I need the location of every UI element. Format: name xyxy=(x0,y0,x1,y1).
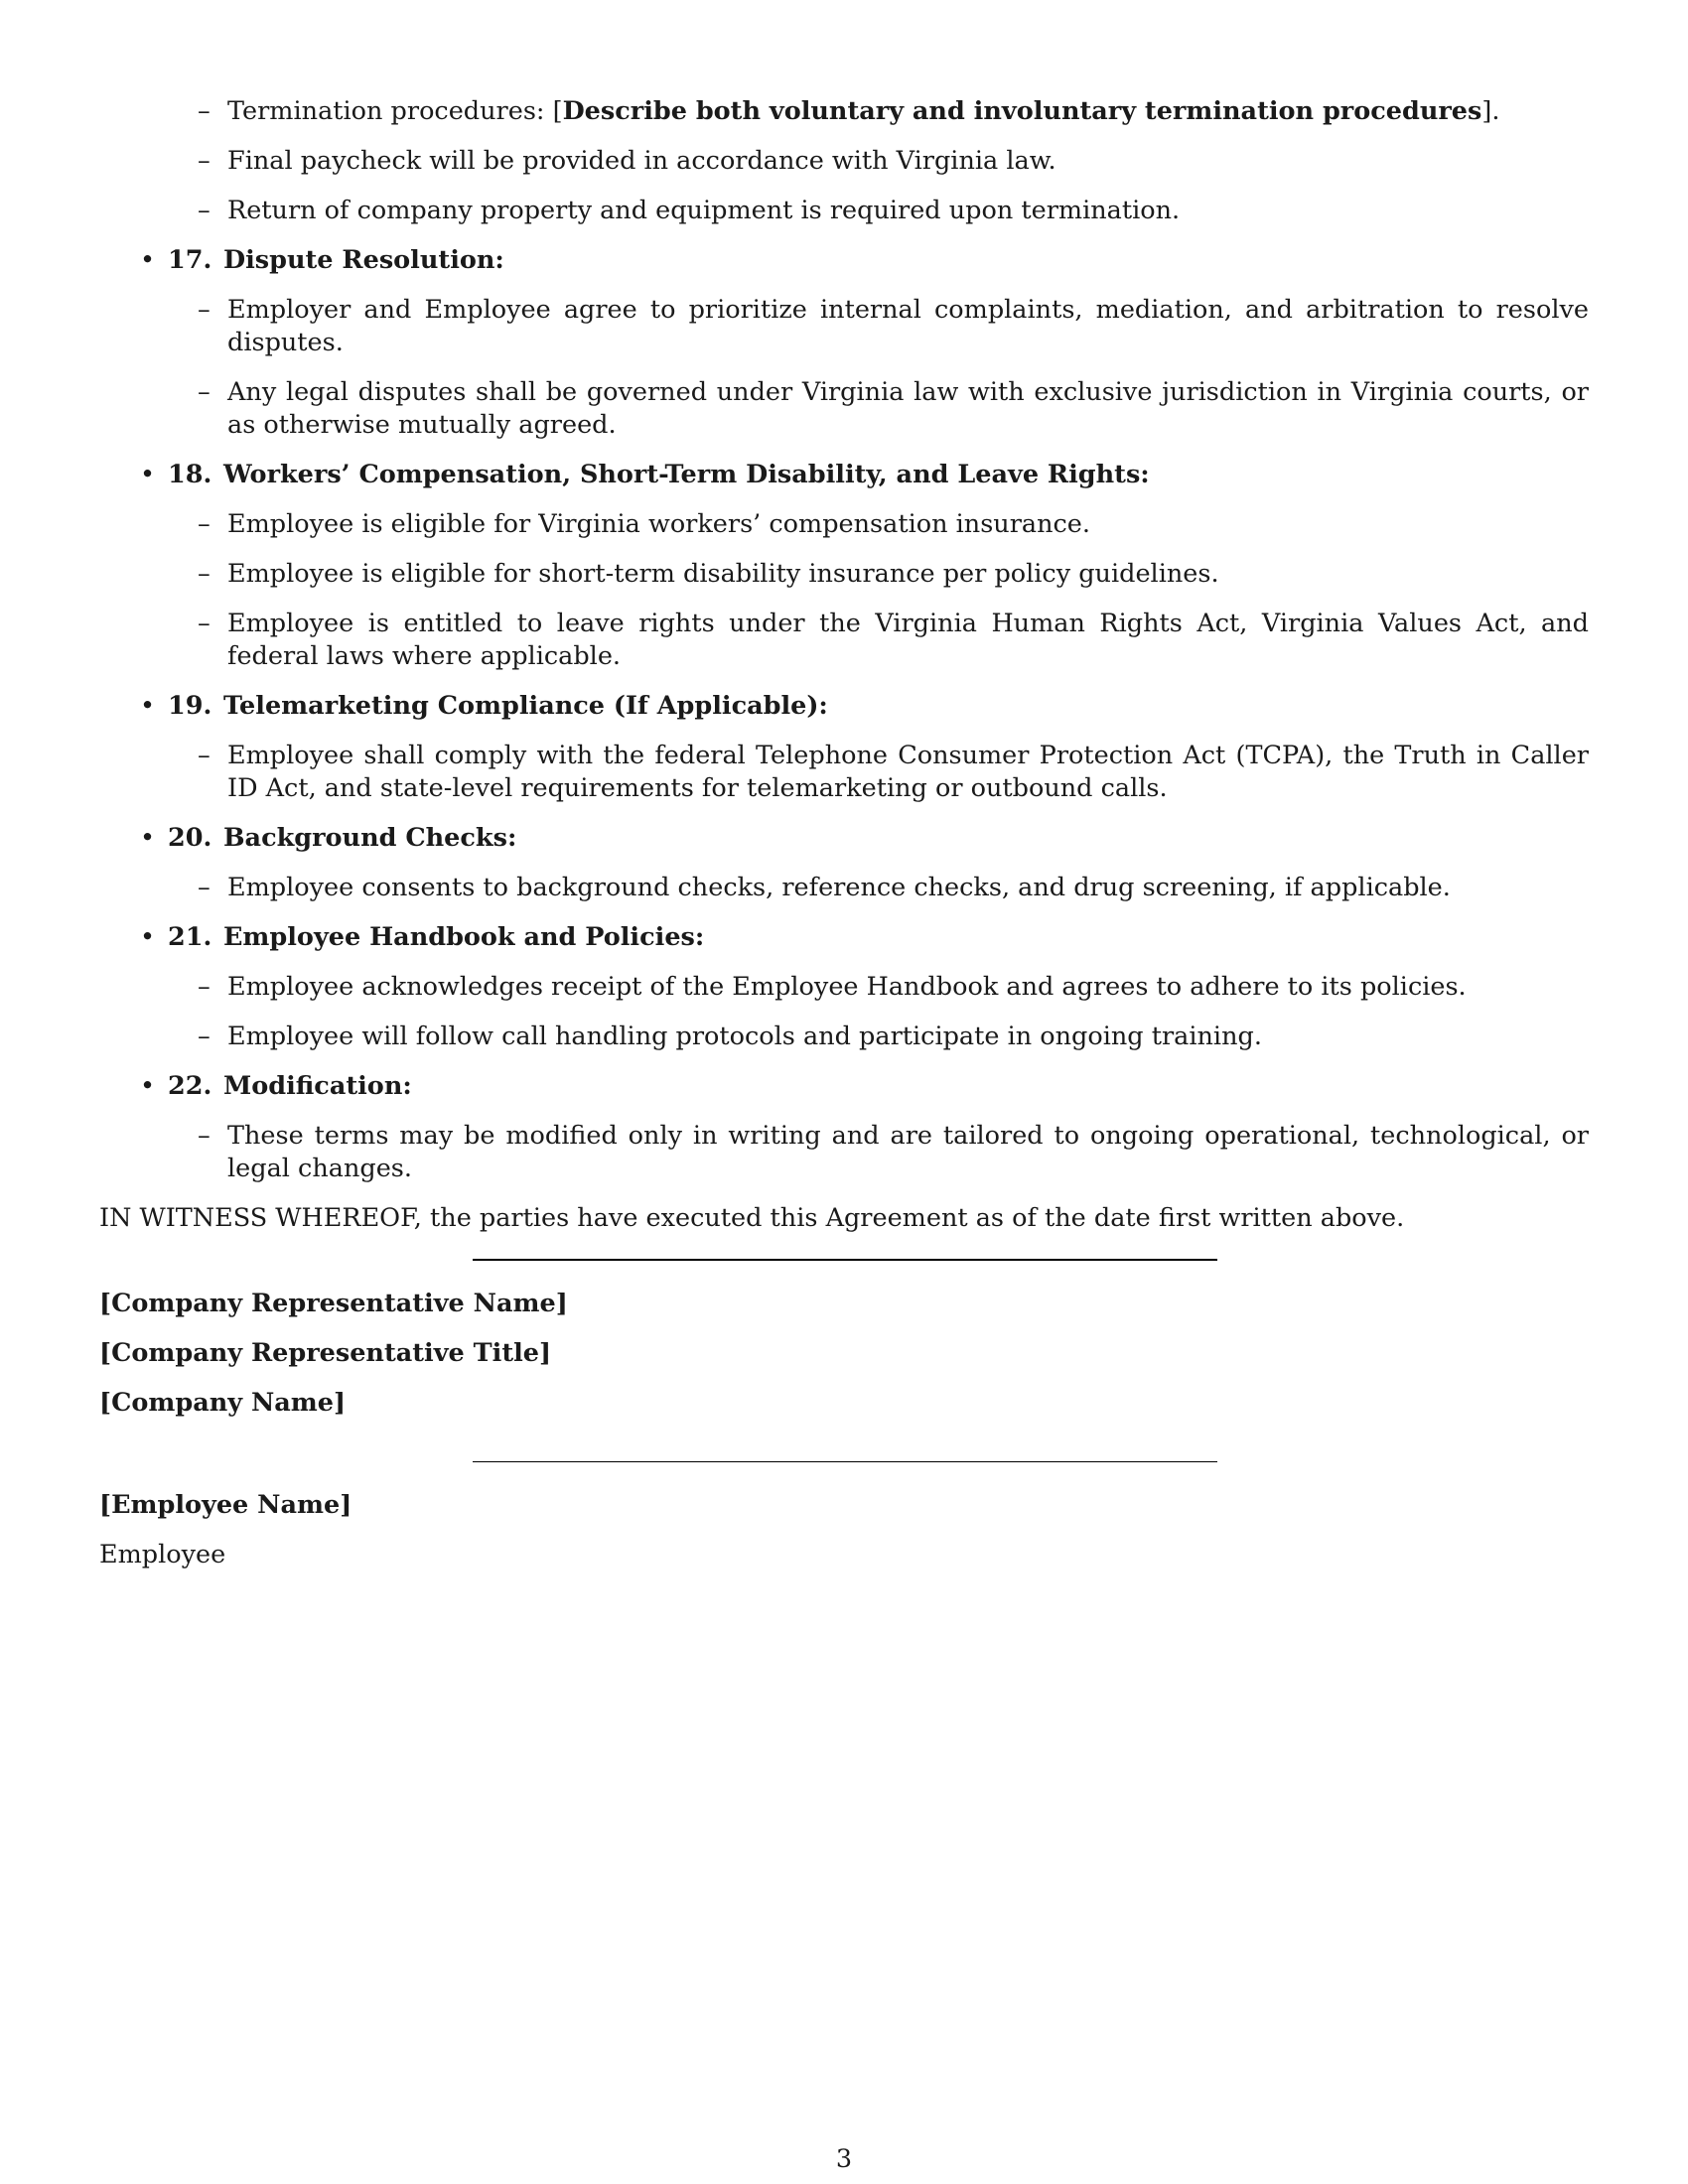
bullet-icon: • xyxy=(140,460,156,489)
dash-icon: – xyxy=(198,609,211,638)
page-number: 3 xyxy=(835,2144,853,2174)
document-body xyxy=(99,95,1589,1588)
clause-item xyxy=(198,971,1589,1004)
section-number: 18. xyxy=(168,460,212,489)
section-number: 21. xyxy=(168,922,212,952)
bullet-icon: • xyxy=(140,1071,156,1101)
clause-text: Employee consents to background checks, reference checks, and drug screening, if applicable. xyxy=(227,873,1451,902)
placeholder-text: Describe both voluntary and involuntary termination procedures xyxy=(562,96,1482,126)
clause-item xyxy=(198,195,1589,227)
clause-item xyxy=(198,376,1589,442)
section-number: 17. xyxy=(168,245,212,275)
section-heading xyxy=(140,459,1589,491)
dash-icon: – xyxy=(198,96,211,126)
clause-text: Employee will follow call handling protocols and participate in ongoing training. xyxy=(227,1022,1262,1051)
clause-text: Employer and Employee agree to prioritize internal complaints, mediation, and arbitration to resolve disputes. xyxy=(227,295,1589,357)
dash-icon: – xyxy=(198,509,211,539)
bullet-icon: • xyxy=(140,922,156,952)
clause-text: Employee is eligible for Virginia workers’ compensation insurance. xyxy=(227,509,1090,539)
section-number: 22. xyxy=(168,1071,212,1101)
section-title: Modification: xyxy=(223,1071,412,1101)
clause-item xyxy=(198,1021,1589,1053)
clause-item xyxy=(198,508,1589,541)
bullet-icon: • xyxy=(140,245,156,275)
clause-item xyxy=(198,872,1589,904)
section-heading xyxy=(140,690,1589,723)
clause-text: Employee is eligible for short-term disability insurance per policy guidelines. xyxy=(227,559,1219,589)
dash-icon: – xyxy=(198,741,211,770)
clause-item xyxy=(198,145,1589,178)
clause-item xyxy=(198,1120,1589,1185)
dash-icon: – xyxy=(198,196,211,225)
clause-item xyxy=(198,608,1589,673)
clause-item xyxy=(198,740,1589,805)
section-heading xyxy=(140,1070,1589,1103)
clause-text: Final paycheck will be provided in accordance with Virginia law. xyxy=(227,146,1056,176)
section-title: Dispute Resolution: xyxy=(223,245,504,275)
dash-icon: – xyxy=(198,873,211,902)
clause-item xyxy=(198,558,1589,591)
clause-item xyxy=(198,294,1589,359)
clause-text: Employee shall comply with the federal Telephone Consumer Protection Act (TCPA), the Truth in Caller ID Act, and state-level requirements for telemarketing or outbound calls. xyxy=(227,741,1589,803)
bullet-icon: • xyxy=(140,691,156,721)
bullet-icon: • xyxy=(140,823,156,853)
company-rep-title: [Company Representative Title] xyxy=(99,1338,552,1368)
section-number: 20. xyxy=(168,823,212,853)
bracket-open: [ xyxy=(552,96,563,126)
section-title: Employee Handbook and Policies: xyxy=(223,922,705,952)
clause-item xyxy=(198,95,1589,128)
dash-icon: – xyxy=(198,1022,211,1051)
company-name: [Company Name] xyxy=(99,1388,347,1418)
clause-punctuation: . xyxy=(1491,96,1500,126)
employee-signature-line xyxy=(473,1461,1217,1462)
dash-icon: – xyxy=(198,377,211,407)
clause-text: Return of company property and equipment is required upon termination. xyxy=(227,196,1181,225)
dash-icon: – xyxy=(198,295,211,325)
clause-list xyxy=(99,95,1589,1185)
section-title: Telemarketing Compliance (If Applicable): xyxy=(223,691,828,721)
dash-icon: – xyxy=(198,1121,211,1151)
company-signature-line xyxy=(473,1259,1217,1261)
section-title: Background Checks: xyxy=(223,823,517,853)
witness-statement: IN WITNESS WHEREOF, the parties have executed this Agreement as of the date first written above. xyxy=(99,1203,1405,1233)
dash-icon: – xyxy=(198,146,211,176)
section-title: Workers’ Compensation, Short-Term Disability, and Leave Rights: xyxy=(223,460,1150,489)
employee-role: Employee xyxy=(99,1540,226,1570)
clause-text: Employee is entitled to leave rights under the Virginia Human Rights Act, Virginia Values Act, and federal laws where applicable. xyxy=(227,609,1589,671)
company-rep-name: [Company Representative Name] xyxy=(99,1289,568,1318)
section-heading xyxy=(140,244,1589,277)
dash-icon: – xyxy=(198,972,211,1002)
section-heading xyxy=(140,822,1589,855)
clause-text: Termination procedures: xyxy=(227,96,553,126)
section-number: 19. xyxy=(168,691,212,721)
bracket-close: ] xyxy=(1481,96,1492,126)
clause-text: Employee acknowledges receipt of the Employee Handbook and agrees to adhere to its policies. xyxy=(227,972,1467,1002)
clause-text: Any legal disputes shall be governed under Virginia law with exclusive jurisdiction in Virginia courts, or as otherwise mutually agreed. xyxy=(227,377,1589,440)
dash-icon: – xyxy=(198,559,211,589)
employee-name: [Employee Name] xyxy=(99,1490,352,1520)
section-heading xyxy=(140,921,1589,954)
clause-text: These terms may be modified only in writing and are tailored to ongoing operational, technological, or legal changes. xyxy=(227,1121,1589,1183)
